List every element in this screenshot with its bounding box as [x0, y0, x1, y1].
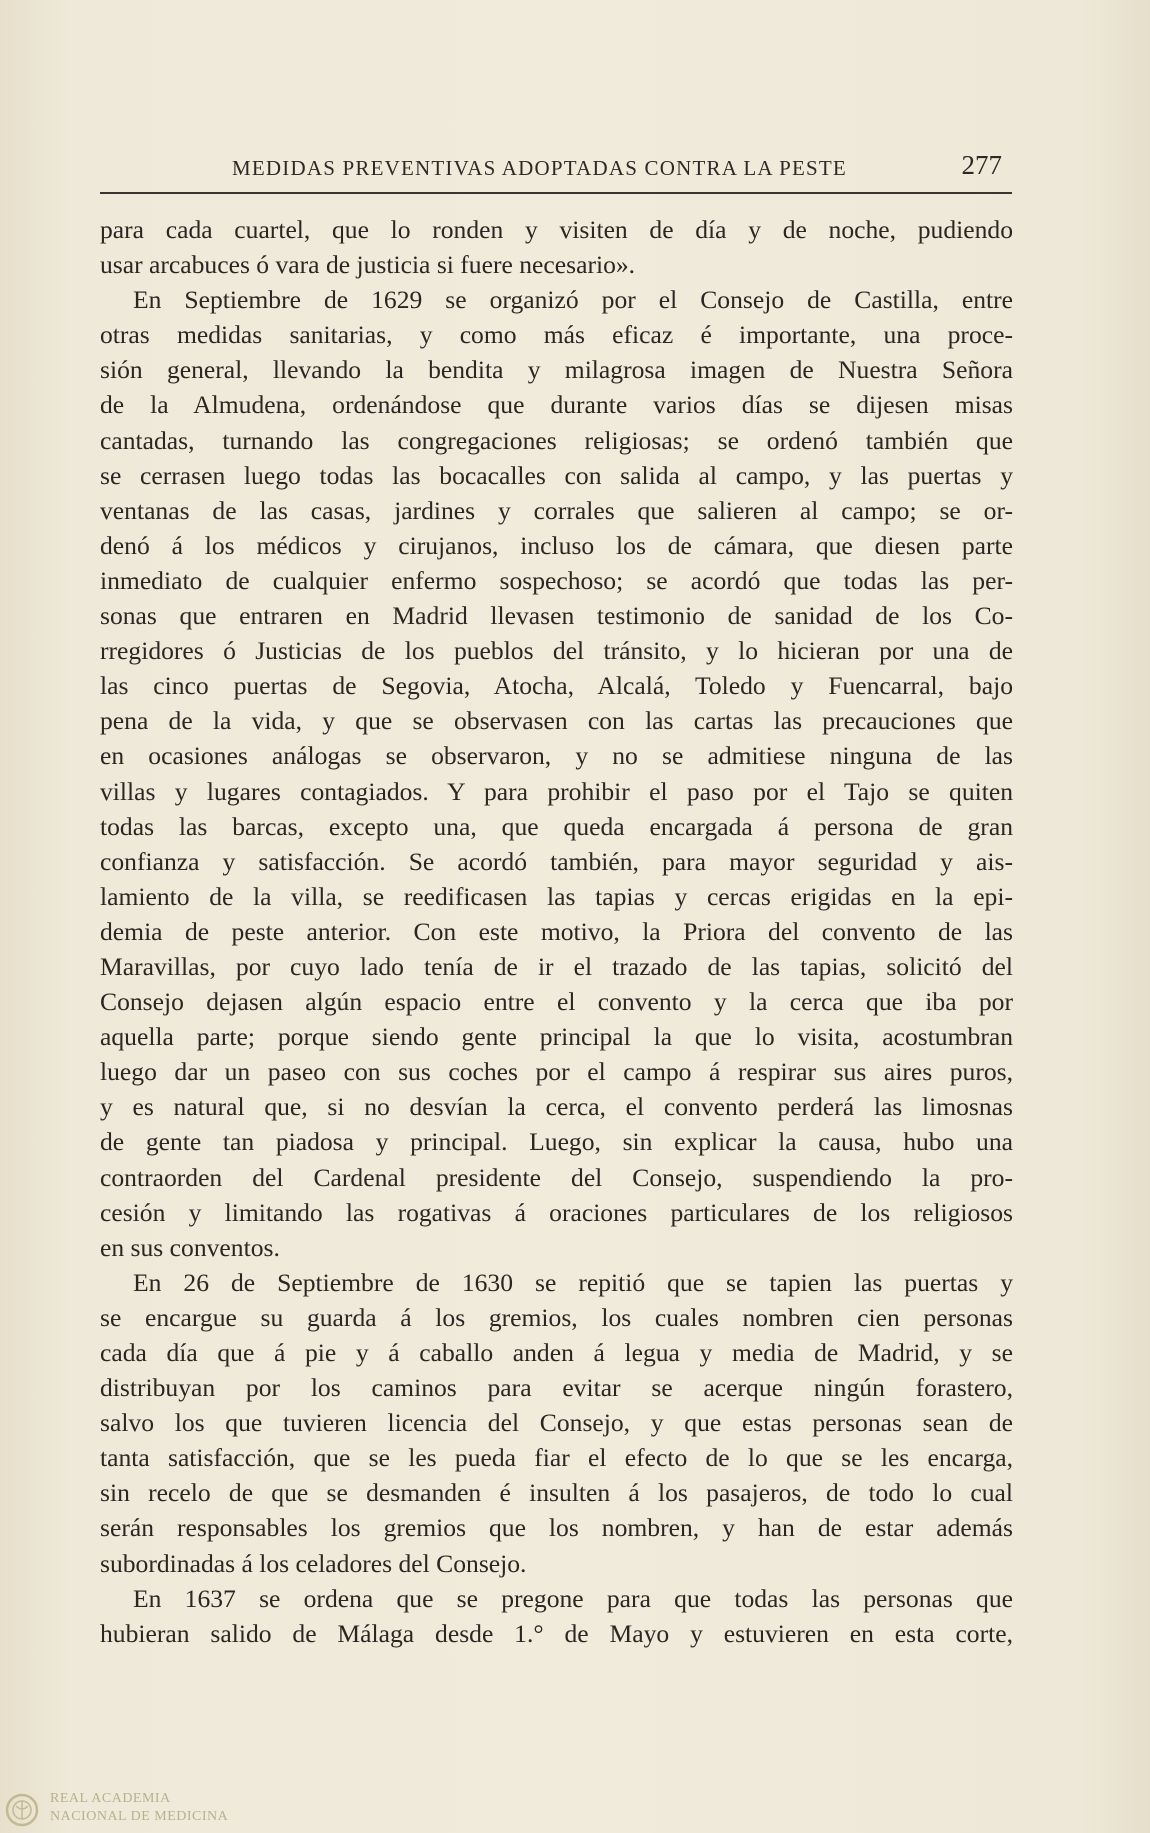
stamp-line: REAL ACADEMIA: [50, 1791, 171, 1806]
text-line: inmediato de cualquier enfermo sospechoso; se acordó que todas las per-: [100, 565, 1013, 595]
text-line: sonas que entraren en Madrid llevasen testimonio de sanidad de los Co-: [100, 601, 1013, 631]
text-line: sión general, llevando la bendita y milagrosa imagen de Nuestra Señora: [100, 355, 1013, 385]
text-line: En 1637 se ordena que se pregone para que todas las personas que: [133, 1583, 1013, 1613]
text-line: subordinadas á los celadores del Consejo.: [100, 1548, 527, 1578]
text-line: confianza y satisfacción. Se acordó también, para mayor seguridad y ais-: [100, 846, 1013, 876]
text-line: usar arcabuces ó vara de justicia si fuere necesario».: [100, 250, 636, 280]
text-line: distribuyan por los caminos para evitar se acerque ningún forastero,: [100, 1373, 1013, 1403]
text-line: demia de peste anterior. Con este motivo, la Priora del convento de las: [100, 916, 1013, 946]
text-line: serán responsables los gremios que los nombren, y han de estar además: [100, 1513, 1013, 1543]
text-line: cantadas, turnando las congregaciones religiosas; se ordenó también que: [100, 425, 1013, 455]
text-line: cada día que á pie y á caballo anden á legua y media de Madrid, y se: [100, 1338, 1013, 1367]
text-line: en ocasiones análogas se observaron, y no se admitiese ninguna de las: [100, 741, 1013, 771]
running-title: MEDIDAS PREVENTIVAS ADOPTADAS CONTRA LA PESTE: [232, 156, 847, 180]
text-line: aquella parte; porque siendo gente principal la que lo visita, acostumbran: [100, 1022, 1013, 1052]
text-line: denó á los médicos y cirujanos, incluso los de cámara, que diesen parte: [100, 530, 1013, 560]
text-line: tanta satisfacción, que se les pueda fiar el efecto de lo que se les encarga,: [100, 1443, 1013, 1473]
text-line: rregidores ó Justicias de los pueblos del tránsito, y lo hicieran por una de: [100, 636, 1013, 666]
text-line: hubieran salido de Málaga desde 1.° de Mayo y estuvieren en esta corte,: [100, 1618, 1013, 1648]
text-line: de la Almudena, ordenándose que durante varios días se dijesen misas: [100, 390, 1013, 420]
text-line: otras medidas sanitarias, y como más eficaz é importante, una proce-: [100, 320, 1013, 350]
text-line: lamiento de la villa, se reedificasen las tapias y cercas erigidas en la epi-: [100, 881, 1013, 911]
text-line: salvo los que tuvieren licencia del Consejo, y que estas personas sean de: [100, 1408, 1013, 1438]
text-line: Maravillas, por cuyo lado tenía de ir el trazado de las tapias, solicitó del: [100, 951, 1013, 981]
body-text: [100, 212, 1013, 1651]
text-line: pena de la vida, y que se observasen con las cartas las precauciones que: [100, 706, 1013, 736]
text-line: sin recelo de que se desmanden é insulten á los pasajeros, de todo lo cual: [100, 1478, 1013, 1508]
text-line: en sus conventos.: [100, 1232, 280, 1262]
text-line: todas las barcas, excepto una, que queda encargada á persona de gran: [100, 811, 1013, 841]
text-line: cesión y limitando las rogativas á oraciones particulares de los religiosos: [100, 1197, 1013, 1227]
library-stamp: [4, 1788, 304, 1828]
text-line: villas y lugares contagiados. Y para prohibir el paso por el Tajo se quiten: [100, 776, 1013, 806]
text-line: luego dar un paseo con sus coches por el campo á respirar sus aires puros,: [100, 1057, 1013, 1087]
text-line: para cada cuartel, que lo ronden y visiten de día y de noche, pudiendo: [100, 215, 1013, 244]
academy-seal-icon: [4, 1792, 40, 1828]
text-line: se cerrasen luego todas las bocacalles con salida al campo, y las puertas y: [100, 460, 1013, 490]
text-line: Consejo dejasen algún espacio entre el convento y la cerca que iba por: [100, 987, 1013, 1017]
text-line: ventanas de las casas, jardines y corrales que salieren al campo; se or-: [100, 495, 1013, 525]
text-line: las cinco puertas de Segovia, Atocha, Alcalá, Toledo y Fuencarral, bajo: [100, 671, 1013, 701]
text-line: y es natural que, si no desvían la cerca, el convento perderá las limosnas: [100, 1092, 1013, 1122]
page-number: 277: [961, 150, 1002, 180]
stamp-line: NACIONAL DE MEDICINA: [50, 1809, 229, 1824]
text-line: de gente tan piadosa y principal. Luego, sin explicar la causa, hubo una: [100, 1127, 1013, 1157]
running-header: [100, 152, 1012, 194]
text-line: En 26 de Septiembre de 1630 se repitió que se tapien las puertas y: [133, 1267, 1013, 1297]
text-line: En Septiembre de 1629 se organizó por el Consejo de Castilla, entre: [133, 285, 1013, 315]
text-line: contraorden del Cardenal presidente del Consejo, suspendiendo la pro-: [100, 1162, 1013, 1192]
text-line: se encargue su guarda á los gremios, los cuales nombren cien personas: [100, 1302, 1013, 1332]
